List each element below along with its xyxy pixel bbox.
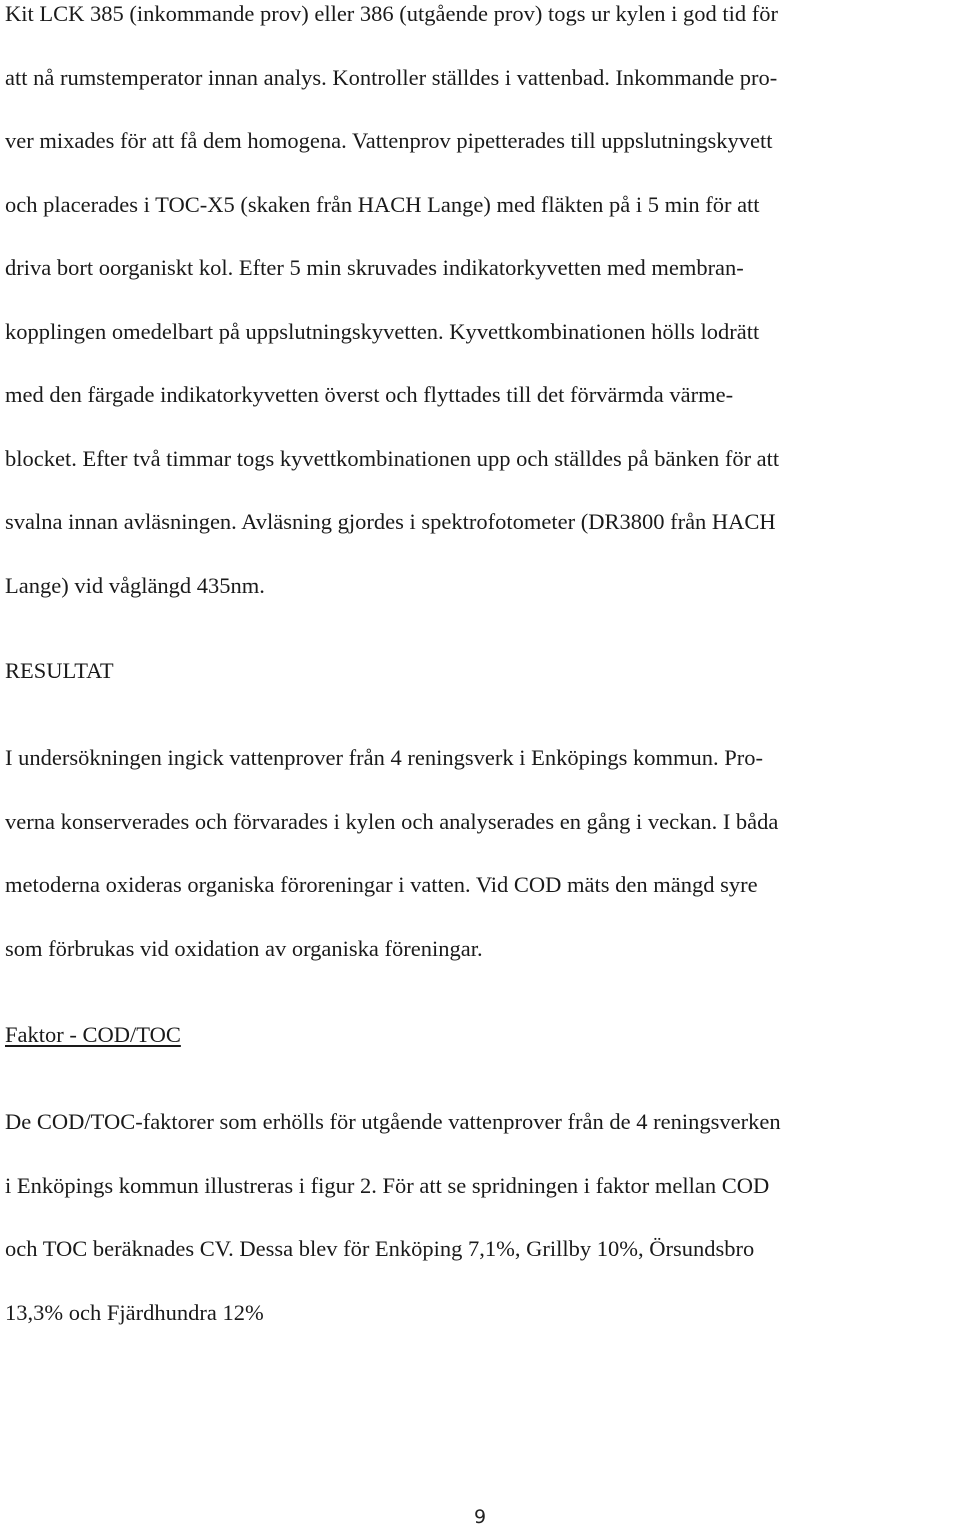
text-line: ver mixades för att få dem homogena. Vattenprov pipetterades till uppslutningskyvett [5,128,773,153]
text-line: Lange) vid våglängd 435nm. [5,572,265,598]
text-line: och TOC beräknades CV. Dessa blev för Enköping 7,1%, Grillby 10%, Örsundsbro [5,1236,755,1261]
text-line: 13,3% och Fjärdhundra 12% [5,1299,264,1325]
text-line: och placerades i TOC-X5 (skaken från HACH Lange) med fläkten på i 5 min för att [5,191,760,217]
text-line: blocket. Efter två timmar togs kyvettkombinationen upp och ställdes på bänken för att [5,445,780,471]
subsection-heading-faktor: Faktor - COD/TOC [5,1022,181,1047]
method-paragraph [5,0,779,617]
factor-paragraph [5,1090,781,1344]
text-line: med den färgade indikatorkyvetten överst och flyttades till det förvärmda värme- [5,382,734,407]
text-line: att nå rumstemperator innan analys. Kontroller ställdes i vattenbad. Inkommande pro- [5,64,778,90]
results-paragraph [5,726,778,980]
text-line: kopplingen omedelbart på uppslutningskyvetten. Kyvettkombinationen hölls lodrätt [5,318,760,344]
text-line: som förbrukas vid oxidation av organiska föreningar. [5,935,483,961]
page-number: 9 [473,1506,487,1528]
text-line: driva bort oorganiskt kol. Efter 5 min skruvades indikatorkyvetten med membran- [5,255,744,280]
text-line: I undersökningen ingick vattenprover från 4 reningsverk i Enköpings kommun. Pro- [5,745,763,770]
section-heading-resultat: RESULTAT [5,658,114,683]
text-line: svalna innan avläsningen. Avläsning gjordes i spektrofotometer (DR3800 från HACH [5,509,776,534]
text-line: Kit LCK 385 (inkommande prov) eller 386 (utgående prov) togs ur kylen i god tid för [5,1,778,26]
text-line: De COD/TOC-faktorer som erhölls för utgående vattenprover från de 4 reningsverken [5,1109,781,1134]
text-line: metoderna oxideras organiska föroreningar i vatten. Vid COD mäts den mängd syre [5,872,758,897]
text-line: verna konserverades och förvarades i kylen och analyserades en gång i veckan. I båda [5,808,779,834]
text-line: i Enköpings kommun illustreras i figur 2. För att se spridningen i faktor mellan COD [5,1172,770,1198]
